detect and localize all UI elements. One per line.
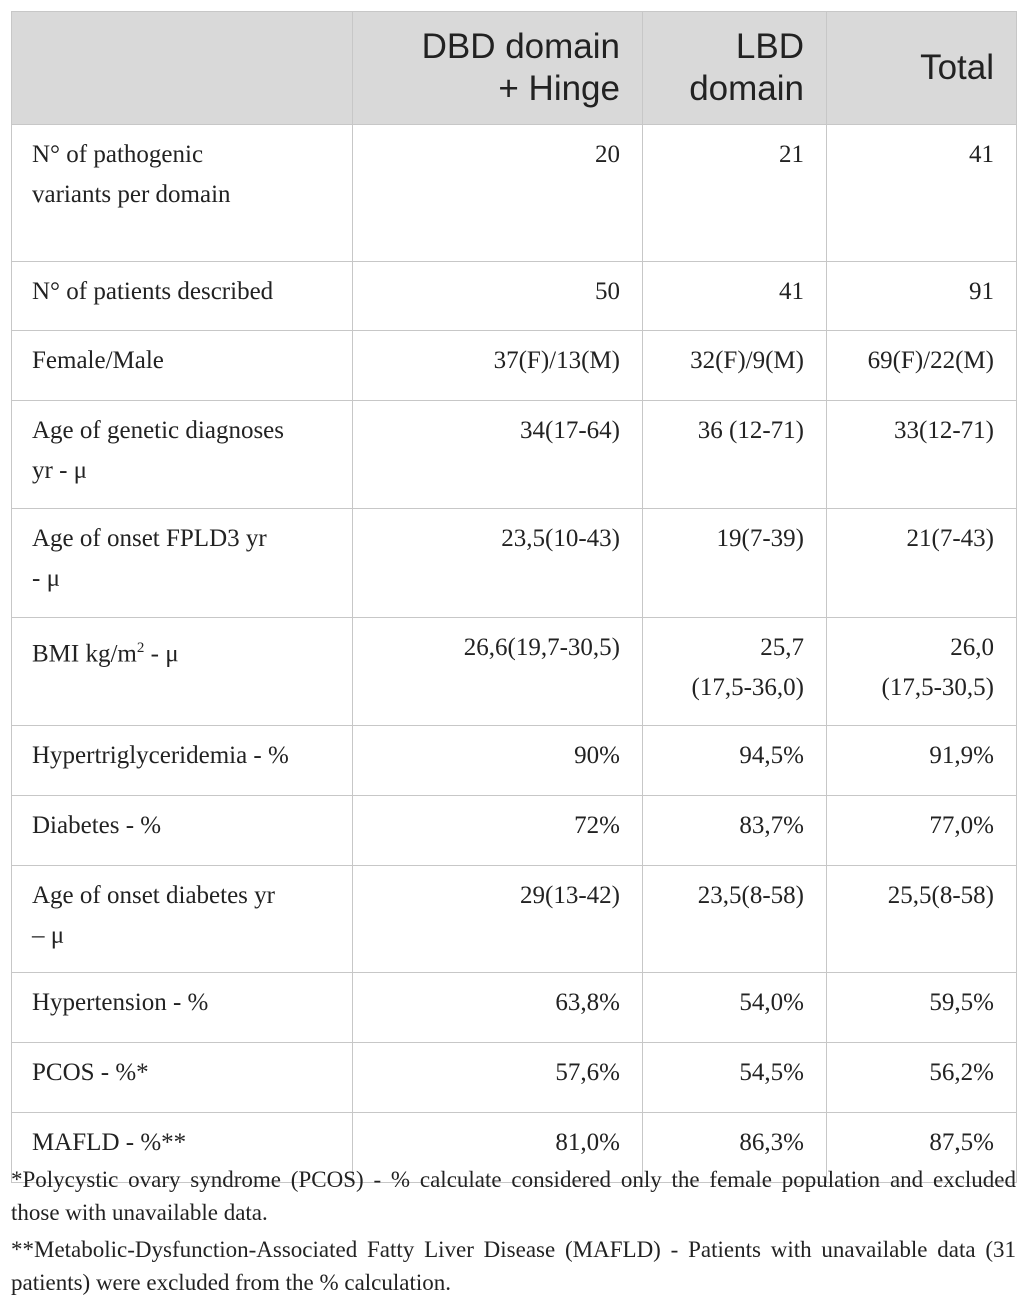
cell-total [827,331,1017,401]
cell-dbd-value: 20 [595,141,620,168]
row-label [12,866,353,973]
table-row [12,866,1017,973]
cell-lbd [643,973,827,1043]
cell-total [827,509,1017,618]
cell-dbd [353,973,643,1043]
header-lbd-line2: domain [689,69,804,108]
cell-lbd [643,331,827,401]
footnotes [11,1163,1016,1303]
row-label [12,973,353,1043]
row-label-line: Age of onset FPLD3 yr [32,525,267,552]
cell-lbd-value: 25,7 [760,634,804,661]
row-label-line: Diabetes - % [32,812,162,839]
cell-dbd [353,1043,643,1113]
cell-dbd-value: 57,6% [555,1059,620,1086]
row-label-line: Age of onset diabetes yr [32,882,275,909]
cell-lbd-value: 86,3% [739,1129,804,1156]
cell-lbd-value: 23,5(8-58) [697,882,804,909]
table-row [12,331,1017,401]
table-row [12,262,1017,331]
cell-dbd [353,618,643,726]
cell-dbd-value: 23,5(10-43) [501,525,620,552]
header-lbd-line1: LBD [735,27,804,66]
cell-total [827,1043,1017,1113]
cell-lbd-value: 36 (12-71) [697,417,804,444]
cell-total [827,866,1017,973]
header-row [12,12,1017,125]
cell-lbd-value: 19(7-39) [716,525,804,552]
cell-dbd-value: 26,6(19,7-30,5) [463,634,620,661]
cell-dbd-value: 37(F)/13(M) [493,347,620,374]
cell-total-value: 59,5% [929,989,994,1016]
cell-total-value: 56,2% [929,1059,994,1086]
cell-total-value: 25,5(8-58) [887,882,994,909]
cell-dbd-value: 63,8% [555,989,620,1016]
cell-lbd-value: 54,5% [739,1059,804,1086]
table-row [12,973,1017,1043]
row-label-line: Hypertriglyceridemia - % [32,742,289,769]
footnote-mafld: **Metabolic-Dysfunction-Associated Fatty Liver Disease (MAFLD) - Patients with unavailable data (31 patients) were excluded from the % calculation. [11,1237,1016,1295]
cell-dbd [353,331,643,401]
row-label-line: - μ [32,565,60,592]
cell-dbd [353,509,643,618]
header-dbd-line2: + Hinge [498,69,620,108]
cell-lbd [643,1043,827,1113]
cell-lbd-value: 41 [779,278,804,305]
cell-total-value: 91 [969,278,994,305]
row-label [12,726,353,796]
row-label-line: Age of genetic diagnoses [32,417,285,444]
cell-dbd-value: 72% [574,812,620,839]
cell-total [827,125,1017,262]
table-row [12,796,1017,866]
cell-dbd-value: 50 [595,278,620,305]
cell-total-value: 26,0 [950,634,994,661]
cell-lbd [643,262,827,331]
row-label-line: N° of patients described [32,278,274,305]
row-label-line: yr - μ [32,457,88,484]
cell-dbd [353,866,643,973]
cell-dbd-value: 90% [574,742,620,769]
row-label-line: N° of pathogenic [32,141,204,168]
cell-total [827,401,1017,509]
row-label [12,331,353,401]
cell-total-value: (17,5-30,5) [881,674,994,701]
cell-total [827,726,1017,796]
header-dbd [353,12,643,125]
cell-dbd [353,262,643,331]
row-label-superscript: 2 [136,640,145,656]
cell-total-value: 87,5% [929,1129,994,1156]
cell-total-value: 77,0% [929,812,994,839]
cell-total [827,796,1017,866]
cell-lbd [643,509,827,618]
cell-total-value: 41 [969,141,994,168]
cell-dbd-value: 81,0% [555,1129,620,1156]
row-label [12,796,353,866]
cell-total-value: 33(12-71) [894,417,994,444]
cell-dbd [353,125,643,262]
cell-lbd-value: 94,5% [739,742,804,769]
row-label-line: PCOS - %* [32,1059,149,1086]
data-table [11,11,1017,1183]
footnote-pcos: *Polycystic ovary syndrome (PCOS) - % calculate considered only the female population and excluded those with unavailable data. [11,1167,1016,1225]
row-label-line: Female/Male [32,347,164,374]
row-label-line: variants per domain [32,181,231,208]
cell-lbd-value: 21 [779,141,804,168]
header-total [827,12,1017,125]
cell-dbd-value: 34(17-64) [520,417,620,444]
row-label [12,401,353,509]
header-dbd-line1: DBD domain [421,27,620,66]
table-row [12,618,1017,726]
table-row [12,509,1017,618]
row-label [12,509,353,618]
row-label-line: – μ [32,922,65,949]
row-label-text: BMI kg/m [32,640,137,668]
cell-total [827,262,1017,331]
cell-lbd [643,401,827,509]
cell-lbd-value: 83,7% [739,812,804,839]
row-label [12,1043,353,1113]
table-row [12,1043,1017,1113]
cell-dbd [353,401,643,509]
cell-lbd-value: (17,5-36,0) [691,674,804,701]
cell-lbd [643,726,827,796]
header-empty [12,12,353,125]
row-label [12,262,353,331]
table-row [12,401,1017,509]
cell-lbd [643,125,827,262]
cell-total-value: 21(7-43) [906,525,994,552]
row-label-line: Hypertension - % [32,989,209,1016]
row-label [12,618,353,726]
cell-dbd [353,726,643,796]
cell-lbd-value: 32(F)/9(M) [690,347,804,374]
cell-total [827,618,1017,726]
cell-lbd [643,866,827,973]
table-row [12,726,1017,796]
cell-lbd [643,796,827,866]
cell-dbd-value: 29(13-42) [520,882,620,909]
table-body [12,125,1017,1183]
row-label-suffix: - μ [144,640,179,668]
cell-lbd [643,618,827,726]
cell-total-value: 69(F)/22(M) [867,347,994,374]
row-label [12,125,353,262]
header-total-line1: Total [920,48,994,87]
cell-dbd [353,796,643,866]
cell-lbd-value: 54,0% [739,989,804,1016]
header-lbd [643,12,827,125]
row-label-line: MAFLD - %** [32,1129,187,1156]
table-row [12,125,1017,262]
cell-total [827,973,1017,1043]
cell-total-value: 91,9% [929,742,994,769]
